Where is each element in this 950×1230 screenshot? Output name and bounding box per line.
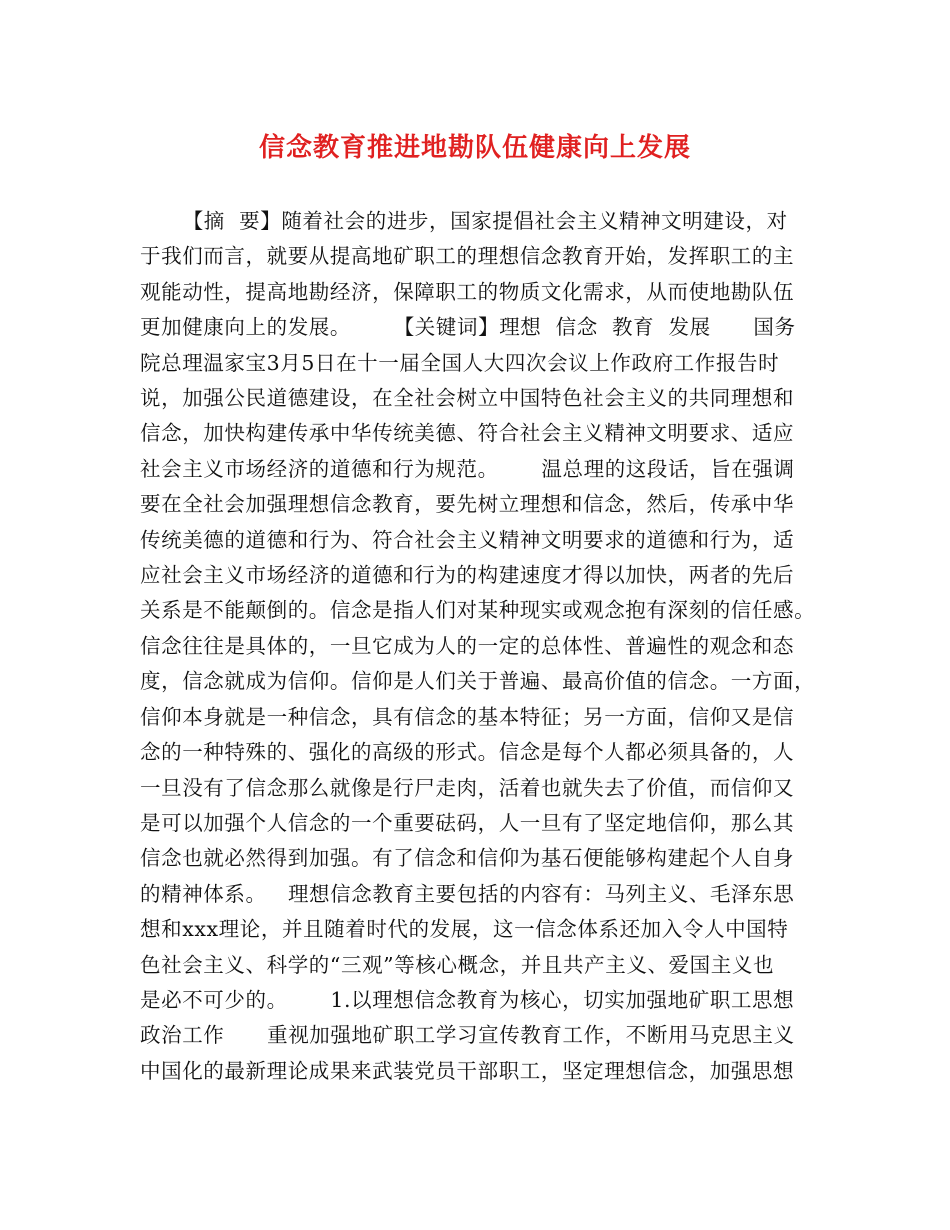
body-line: 社会主义市场经济的道德和行为规范。 温总理的这段话，旨在强调 [140,456,795,481]
body-line: 政治工作 重视加强地矿职工学习宣传教育工作，不断用马克思主义 [140,1023,795,1048]
body-line: 更加健康向上的发展。 【关键词】理想 信念 教育 发展 国务 [140,315,796,340]
body-line: 中国化的最新理论成果来武装党员干部职工，坚定理想信念，加强思想 [140,1058,795,1083]
body-line: 想和xxx理论，并且随着时代的发展，这一信念体系还加入令人中国特 [140,917,789,942]
body-line: 色社会主义、科学的“三观”等核心概念，并且共产主义、爱国主义也 [140,952,775,977]
body-line: 关系是不能颠倒的。信念是指人们对某种现实或观念抱有深刻的信任感。 [140,598,816,623]
body-line: 于我们而言，就要从提高地矿职工的理想信念教育开始，发挥职工的主 [140,244,795,269]
body-line: 院总理温家宝3月5日在十一届全国人大四次会议上作政府工作报告时 [140,350,780,375]
body-line: 信念也就必然得到加强。有了信念和信仰为基石便能够构建起个人自身 [140,846,795,871]
body-line: 信念，加快构建传承中华传统美德、符合社会主义精神文明要求、适应 [140,421,795,446]
body-line: 是必不可少的。 1.以理想信念教育为核心，切实加强地矿职工思想 [140,987,795,1012]
body-line: 观能动性，提高地勘经济，保障职工的物质文化需求，从而使地勘队伍 [140,279,795,304]
body-line: 要在全社会加强理想信念教育，要先树立理想和信念，然后，传承中华 [140,492,795,517]
document-title: 信念教育推进地勘队伍健康向上发展 [258,133,691,163]
body-line: 传统美德的道德和行为、符合社会主义精神文明要求的道德和行为，适 [140,527,795,552]
body-line: 的精神体系。 理想信念教育主要包括的内容有：马列主义、毛泽东思 [140,881,795,906]
body-line: 念的一种特殊的、强化的高级的形式。信念是每个人都必须具备的，人 [140,740,795,765]
body-line: 信念往往是具体的，一旦它成为人的一定的总体性、普遍性的观念和态 [140,633,795,658]
body-line: 是可以加强个人信念的一个重要砝码，人一旦有了坚定地信仰，那么其 [140,810,795,835]
body-line: 一旦没有了信念那么就像是行尸走肉，活着也就失去了价值，而信仰又 [140,775,795,800]
body-line: 应社会主义市场经济的道德和行为的构建速度才得以加快，两者的先后 [140,563,795,588]
body-line: 说，加强公民道德建设，在全社会树立中国特色社会主义的共同理想和 [140,386,795,411]
document-body [140,204,830,1089]
body-line: 度，信念就成为信仰。信仰是人们关于普遍、最高价值的信念。一方面， [140,669,816,694]
body-line: 【摘 要】随着社会的进步，国家提倡社会主义精神文明建设，对 [140,209,788,233]
body-line: 信仰本身就是一种信念，具有信念的基本特征；另一方面，信仰又是信 [140,704,795,729]
